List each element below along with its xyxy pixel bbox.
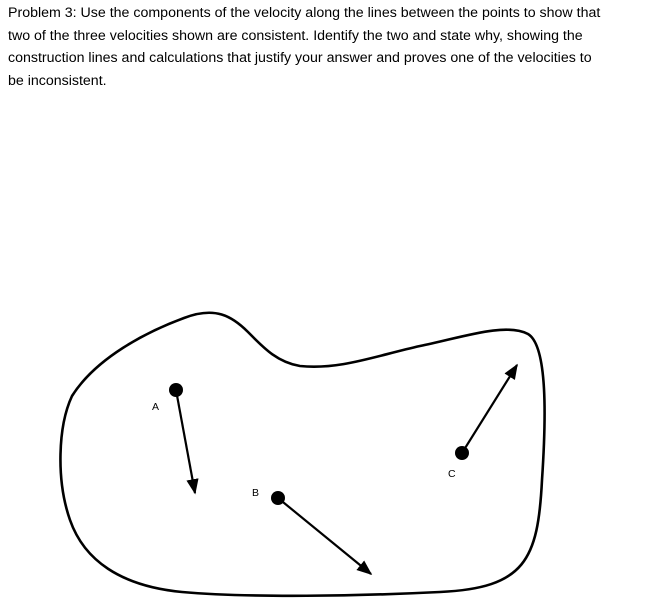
point-b-label: B [252, 487, 260, 499]
point-c-group [448, 365, 517, 480]
point-b-group [252, 487, 371, 574]
point-c-label: C [448, 468, 456, 480]
point-a-marker [169, 383, 183, 397]
problem-line-4: be inconsistent. [8, 72, 107, 89]
velocity-c-arrow [462, 365, 517, 453]
velocity-a-arrow [176, 390, 195, 493]
velocity-b-arrow [278, 498, 371, 574]
point-a-group [152, 383, 195, 493]
problem-line-3: construction lines and calculations that justify your answer and proves one of the velocities to [8, 50, 592, 66]
body-outline [60, 313, 544, 596]
point-a-label: A [152, 401, 160, 413]
point-b-marker [271, 491, 285, 505]
problem-line-1: Problem 3: Use the components of the velocity along the lines between the points to show that [8, 5, 601, 21]
point-c-marker [455, 446, 469, 460]
problem-line-2: two of the three velocities shown are consistent. Identify the two and state why, showing the [8, 27, 583, 44]
